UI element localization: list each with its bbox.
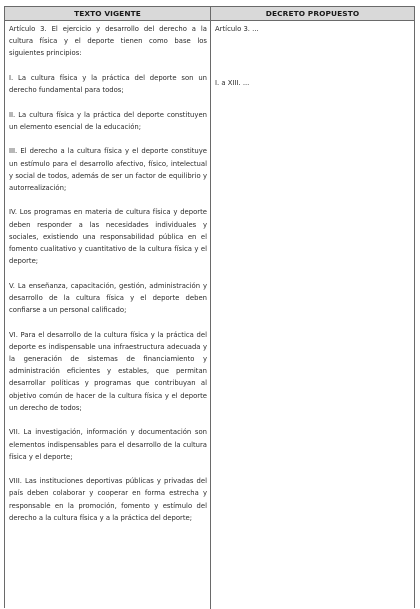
paragraph-fraccion-iii: III. El derecho a la cultura física y el deporte constituye un estímulo para el desarrollo afectivo, físico, intelectual y social de todos, además de ser un factor de equilibrio y autorrealización; — [9, 147, 207, 192]
table-header-row — [5, 7, 414, 21]
texto-vigente-cell — [5, 21, 211, 609]
paragraph-fraccion-i: I. La cultura física y la práctica del deporte son un derecho fundamental para todos; — [9, 73, 207, 95]
paragraph-fraccion-vii: VII. La investigación, información y documentación son elementos indispensables para el desarrollo de la cultura física y el deporte; — [9, 428, 207, 461]
header-texto-vigente: TEXTO VIGENTE — [5, 7, 211, 20]
proposed-spacer — [215, 35, 410, 77]
proposed-fracciones: I. a XIII. ... — [215, 79, 250, 88]
decreto-propuesto-cell — [211, 21, 414, 609]
comparison-table — [4, 6, 415, 608]
paragraph-fraccion-iv: IV. Los programas en materia de cultura física y deporte deben responder a las necesidades individuales y sociales, existiendo una responsabilidad pública en el fomento cualitativo y cuantitativo de la cultura física y el deporte; — [9, 208, 207, 266]
table-body-row — [5, 21, 414, 609]
paragraph-fraccion-v: V. La enseñanza, capacitación, gestión, administración y desarrollo de la cultura física y el deporte deben confiarse a un personal calificado; — [9, 281, 207, 315]
paragraph-fraccion-viii: VIII. Las instituciones deportivas públicas y privadas del país deben colaborar y cooperar en forma estrecha y responsable en la promoción, fomento y estímulo del derecho a la cultura física y a la práctica del deporte; — [9, 477, 207, 522]
paragraph-articulo-3: Artículo 3. El ejercicio y desarrollo del derecho a la cultura física y el deporte tienen como base los siguientes principios: — [9, 25, 207, 58]
paragraph-fraccion-vi: VI. Para el desarrollo de la cultura física y la práctica del deporte es indispensable una infraestructura adecuada y la generación de sistemas de financiamiento y administración eficientes y estables, que permitan desarrollar políticas y programas que contribuyan al objetivo común de hacer de la cultura física y el deporte un derecho de todos; — [9, 330, 207, 412]
header-decreto-propuesto: DECRETO PROPUESTO — [265, 9, 360, 18]
paragraph-fraccion-ii: II. La cultura física y la práctica del deporte constituyen un elemento esencial de la educación; — [9, 110, 207, 131]
proposed-articulo-3: Artículo 3. ... — [215, 25, 259, 33]
